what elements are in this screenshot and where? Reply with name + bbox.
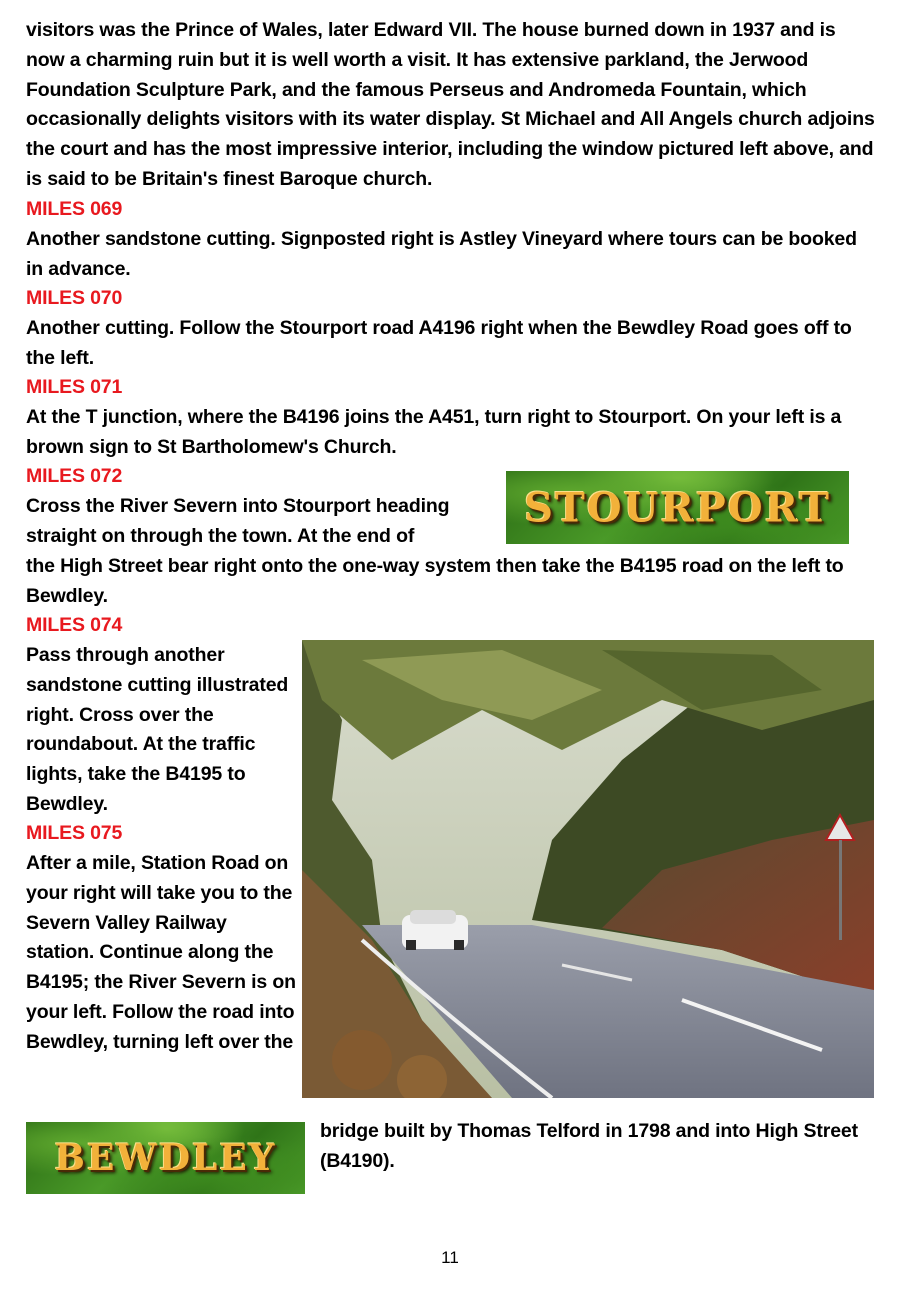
miles-069-heading: MILES 069	[26, 198, 123, 220]
miles-072-heading: MILES 072	[26, 465, 123, 487]
sandstone-cutting-road-photo	[302, 640, 874, 1098]
miles-075-heading: MILES 075	[26, 822, 123, 844]
miles-070-heading: MILES 070	[26, 287, 123, 309]
bewdley-banner-text: BEWDLEY	[54, 1137, 277, 1179]
miles-069-paragraph: Another sandstone cutting. Signposted right is Astley Vineyard where tours can be booked in advance.	[26, 228, 857, 280]
stourport-banner-text: STOURPORT	[524, 484, 831, 531]
bewdley-banner-image	[26, 1122, 305, 1194]
miles-074-paragraph: Pass through another sandstone cutting illustrated right. Cross over the roundabout. At the traffic lights, take the B4195 to Bewdley.	[26, 644, 289, 815]
miles-070-paragraph: Another cutting. Follow the Stourport road A4196 right when the Bewdley Road goes off to the left.	[26, 317, 852, 369]
miles-075-paragraph-end: bridge built by Thomas Telford in 1798 and into High Street (B4190).	[320, 1120, 858, 1172]
miles-072-paragraph-top: Cross the River Severn into Stourport heading straight on through the town. At the end of	[26, 495, 450, 547]
miles-071-paragraph: At the T junction, where the B4196 joins the A451, turn right to Stourport. On your left is a brown sign to St Bartholomew's Church.	[26, 406, 842, 458]
page-number: 11	[441, 1248, 459, 1267]
stourport-banner-image	[506, 471, 849, 544]
miles-072-paragraph-bottom: the High Street bear right onto the one-way system then take the B4195 road on the left to Bewdley.	[26, 555, 844, 607]
road-photo-illustration	[302, 640, 874, 1098]
miles-074-heading: MILES 074	[26, 614, 123, 636]
miles-071-heading: MILES 071	[26, 376, 123, 398]
intro-paragraph: visitors was the Prince of Wales, later Edward VII. The house burned down in 1937 and is now a charming ruin but it is well worth a visit. It has extensive parkland, the Jerwood Foundation Sculpture Park, and the famous Perseus and Andromeda Fountain, which occasionally delights visitors with its water display. St Michael and All Angels church adjoins the court and has the most impressive interior, including the window pictured left above, and is said to be Britain's finest Baroque church.	[26, 19, 875, 190]
miles-075-paragraph: After a mile, Station Road on your right will take you to the Severn Valley Railway station. Continue along the B4195; the River Severn is on your left. Follow the road into Bewdley, turning left over the	[26, 852, 296, 1053]
